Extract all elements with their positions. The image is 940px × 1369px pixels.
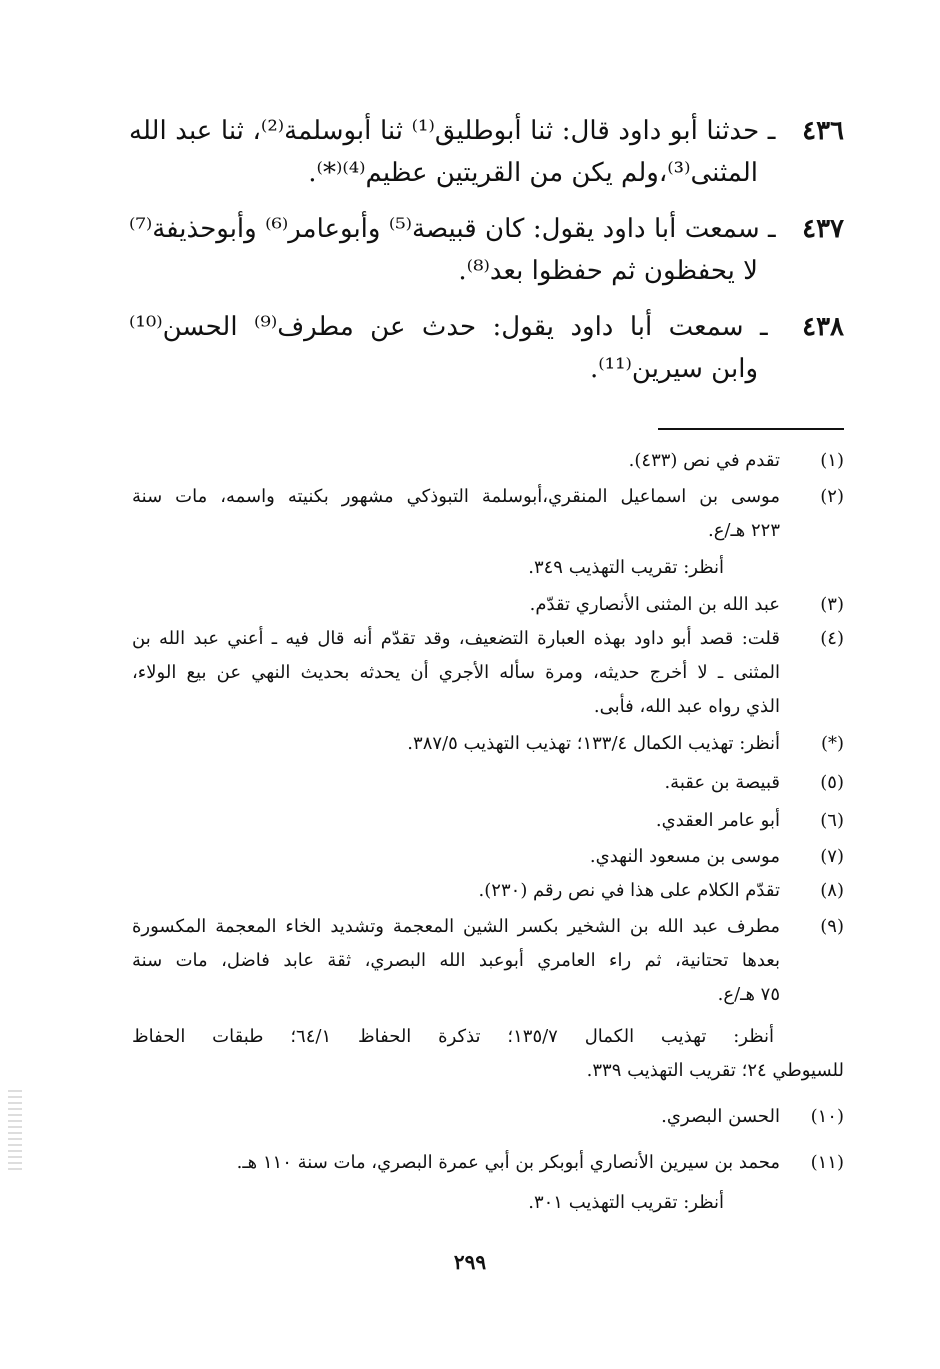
paragraph-438 (129, 306, 844, 390)
footnote-2 (132, 480, 844, 548)
paragraph-line (129, 110, 844, 152)
footnote-10 (132, 1100, 844, 1134)
footnote-reference: أنظر: تهذيب الكمال ١٣٥/٧؛ تذكرة الحفاظ ٦٤/١؛ طبقات الحفاظ (132, 1026, 774, 1047)
footnote-number: (٤) (820, 628, 844, 649)
footnote-text: محمد بن سيرين الأنصاري أبوبكر بن أبي عمرة البصري، مات سنة ١١٠ هـ. (236, 1152, 780, 1173)
footnote-text: موسى بن مسعود النهدي. (589, 846, 780, 867)
footnote-number: (٨) (820, 880, 844, 901)
footnote-text: موسى بن اسماعيل المنقري،أبوسلمة التبوذكي مشهور بكنيته واسمه، مات سنة (132, 486, 780, 507)
paragraph-number: ٤٣٦ (802, 116, 845, 146)
footnote-9 (132, 910, 844, 1012)
footnote-reference: للسيوطي ٢٤؛ تقريب التهذيب ٣٣٩. (586, 1060, 844, 1081)
footnote-9-reference (132, 1020, 844, 1088)
footnote-11 (132, 1146, 844, 1180)
footnote-number: (٦) (820, 810, 844, 831)
footnote-text: عبد الله بن المثنى الأنصاري تقدّم. (529, 594, 780, 615)
footnote-text: الذي رواه عبد الله، فأبى. (593, 696, 780, 717)
footnote-text: بعدها تحتانية، ثم راء العامري أبوعبد الله البصري، ثقة عابد فاضل، مات سنة (132, 950, 780, 971)
paragraph-436 (129, 110, 844, 194)
paragraph-line: لا يحفظون ثم حفظوا بعد⁽⁸⁾. (458, 256, 758, 286)
footnote-5 (132, 766, 844, 800)
footnote-4 (132, 622, 844, 724)
paragraph-text: ـ سمعت أبا داود يقول: كان قبيصة⁽⁵⁾ وأبوعامر⁽⁶⁾ وأبوحذيفة⁽⁷⁾ (129, 214, 776, 244)
footnote-number: (*) (820, 733, 844, 754)
footnote-star (132, 727, 844, 761)
footnote-reference: أنظر: تقريب التهذيب ٣٠١. (528, 1192, 724, 1213)
footnote-separator (658, 428, 844, 430)
scan-artifact (8, 1090, 22, 1170)
footnote-number: (١١) (810, 1152, 844, 1173)
footnote-6 (132, 804, 844, 838)
footnote-text: مطرف عبد الله بن الشخير بكسر الشين المعجمة وتشديد الخاء المعجمة المكسورة (132, 916, 780, 937)
footnote-11-reference (132, 1186, 844, 1220)
footnote-text: قبيصة بن عقبة. (664, 772, 780, 793)
footnote-text: المثنى ـ لا أخرج حديثه، ومرة سأله الأجري أن يحدثه بحديث النهي عن بيع الولاء، (132, 662, 780, 683)
footnote-number: (١) (820, 450, 844, 471)
page-number: ٢٩٩ (453, 1250, 487, 1274)
footnote-reference: أنظر: تقريب التهذيب ٣٤٩. (528, 557, 724, 578)
footnote-2-reference (132, 551, 844, 585)
footnote-3 (132, 588, 844, 622)
footnote-number: (٣) (820, 594, 844, 615)
paragraph-text: ـ حدثنا أبو داود قال: ثنا أبوطليق⁽¹⁾ ثنا أبوسلمة⁽²⁾، ثنا عبد الله (129, 116, 776, 146)
footnote-7 (132, 840, 844, 874)
paragraph-line (129, 306, 844, 348)
paragraph-line: المثنى⁽³⁾،ولم يكن من القريتين عظيم⁽⁴⁾⁽*⁾. (308, 158, 758, 188)
footnote-number: (٩) (820, 916, 844, 937)
paragraph-number: ٤٣٧ (802, 214, 845, 244)
footnote-8 (132, 874, 844, 908)
paragraph-437 (129, 208, 844, 292)
paragraph-line (129, 208, 844, 250)
footnote-text: الحسن البصري. (661, 1106, 780, 1127)
footnote-number: (٧) (820, 846, 844, 867)
footnote-text: ٧٥ هـ/ع. (717, 984, 780, 1005)
footnote-text: ٢٢٣ هـ/ع. (707, 520, 780, 541)
footnote-number: (١٠) (810, 1106, 844, 1127)
footnote-text: تقدم في نص (٤٣٣). (628, 450, 780, 471)
footnote-number: (٢) (820, 486, 844, 507)
footnote-text: قلت: قصد أبو داود بهذه العبارة التضعيف، وقد تقدّم أنه قال فيه ـ أعني عبد الله بن (132, 628, 780, 649)
footnote-text: تقدّم الكلام على هذا في نص رقم (٢٣٠). (478, 880, 780, 901)
paragraph-number: ٤٣٨ (802, 312, 845, 342)
paragraph-line: وابن سيرين⁽¹¹⁾. (590, 354, 758, 384)
footnote-text: أنظر: تهذيب الكمال ١٣٣/٤؛ تهذيب التهذيب ٣٨٧/٥. (407, 733, 780, 754)
footnote-1 (132, 444, 844, 478)
footnote-text: أبو عامر العقدي. (655, 810, 780, 831)
paragraph-text: ـ سمعت أبا داود يقول: حدث عن مطرف⁽⁹⁾ الحسن⁽¹⁰⁾ (129, 312, 768, 342)
footnote-number: (٥) (820, 772, 844, 793)
